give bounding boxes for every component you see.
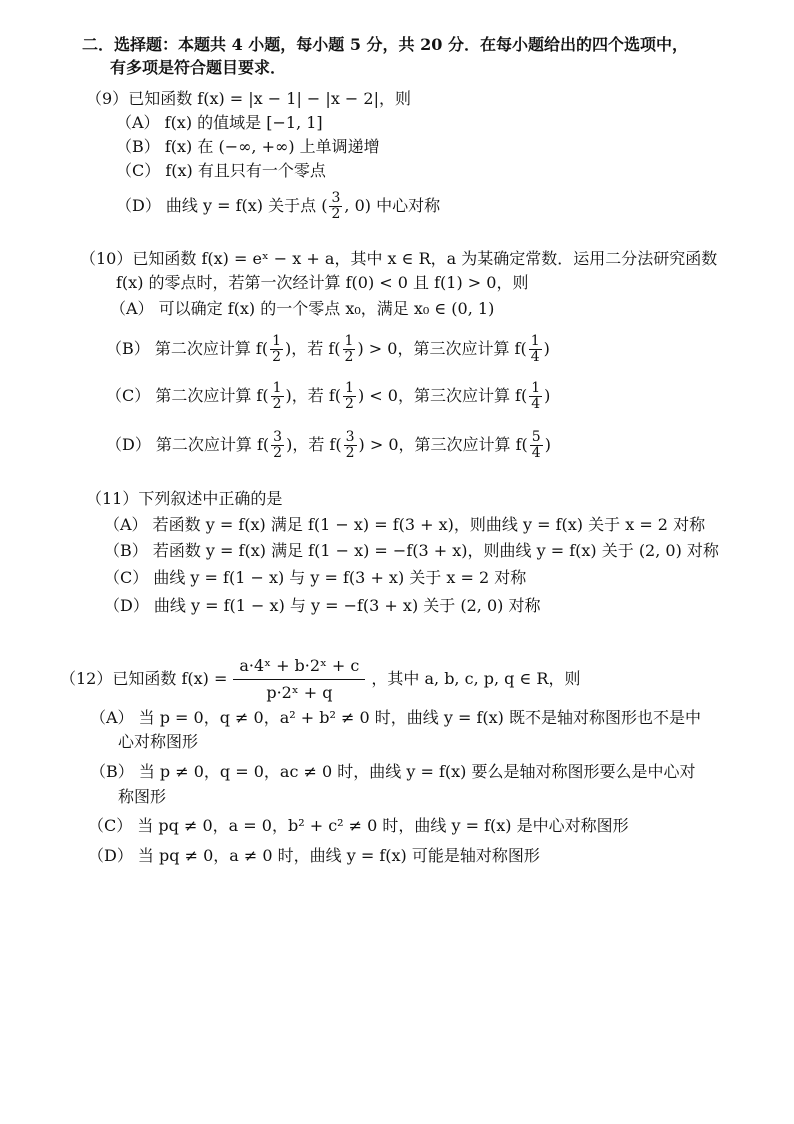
question-12-stem [60, 655, 580, 704]
q10-option-a: （A） 可以确定 f(x) 的一个零点 x₀，满足 x₀ ∈ (0, 1) [110, 299, 495, 318]
option-text: , 0) 中心对称 [344, 196, 441, 215]
fraction-denominator: 4 [531, 445, 541, 461]
q12-option-b: （B） 当 p ≠ 0，q = 0，ac ≠ 0 时，曲线 y = f(x) 要么是轴对称图形要么是中心对 [90, 762, 696, 781]
fraction-numerator: 3 [331, 190, 341, 206]
option-text: ) > 0，第三次应计算 f( [358, 435, 528, 454]
q12-option-c: （C） 当 pq ≠ 0，a = 0，b² + c² ≠ 0 时，曲线 y = f(x) 是中心对称图形 [88, 816, 629, 835]
question-text: 下列叙述中正确的是 [138, 489, 283, 508]
option-text: ) < 0，第三次应计算 f( [357, 386, 528, 405]
q12-option-a: （A） 当 p = 0，q ≠ 0，a² + b² ≠ 0 时，曲线 y = f(x) 既不是轴对称图形也不是中 [90, 708, 701, 727]
fraction-denominator: 2 [345, 396, 354, 412]
fraction-numerator: a·4ˣ + b·2ˣ + c [233, 655, 365, 680]
fraction-numerator: 5 [531, 429, 541, 445]
fraction [343, 334, 356, 365]
question-number: （11） [86, 489, 139, 508]
fraction-numerator: 1 [345, 380, 354, 396]
q12-option-a-continued: 心对称图形 [118, 732, 199, 751]
fraction [343, 381, 356, 412]
fraction [270, 334, 283, 365]
fraction-denominator: 2 [345, 445, 355, 461]
fraction-denominator: 2 [331, 206, 341, 222]
question-11-stem [86, 488, 282, 510]
question-10-stem [80, 248, 717, 270]
section-title: 二．选择题：本题共 4 小题，每小题 5 分，共 20 分．在每小题给出的四个选项中， [82, 35, 688, 54]
fraction [344, 430, 357, 461]
option-text: （B） 第二次应计算 f( [106, 339, 269, 358]
question-text: 已知函数 f(x) = eˣ − x + a，其中 x ∈ R，a 为某确定常数．运用二分法研究函数 [132, 249, 718, 268]
fraction-numerator: 1 [272, 333, 282, 349]
q9-option-d [116, 191, 440, 222]
function-fraction [233, 655, 365, 704]
q9-option-b: （B） f(x) 在 (−∞, +∞) 上单调递增 [116, 137, 380, 156]
fraction-denominator: 2 [273, 445, 283, 461]
q9-option-c: （C） f(x) 有且只有一个零点 [116, 161, 326, 180]
fraction [271, 430, 284, 461]
fraction-numerator: 1 [344, 333, 354, 349]
question-number: （10） [80, 249, 133, 268]
question-9-stem [86, 88, 411, 110]
q12-option-b-continued: 称图形 [118, 787, 167, 806]
fraction-denominator: 4 [530, 349, 540, 365]
option-text: )，若 f( [285, 339, 341, 358]
q11-option-a: （A） 若函数 y = f(x) 满足 f(1 − x) = f(3 + x)，则曲线 y = f(x) 关于 x = 2 对称 [104, 515, 706, 534]
option-text: （D） 曲线 y = f(x) 关于点 ( [116, 196, 328, 215]
option-text: ) [543, 339, 550, 358]
option-text: ) [544, 435, 551, 454]
question-text: 已知函数 f(x) = |x − 1| − |x − 2|，则 [128, 89, 411, 108]
fraction-numerator: 1 [531, 380, 541, 396]
fraction-denominator: 2 [344, 349, 354, 365]
q10-option-c [106, 381, 550, 412]
q11-option-d: （D） 曲线 y = f(1 − x) 与 y = −f(3 + x) 关于 (2, 0) 对称 [104, 596, 541, 615]
option-text: ) > 0，第三次应计算 f( [357, 339, 527, 358]
question-number: （12） [60, 669, 113, 688]
section-subtitle: 有多项是符合题目要求． [110, 58, 287, 77]
option-text: )，若 f( [286, 435, 342, 454]
fraction-numerator: 1 [272, 380, 282, 396]
fraction [529, 381, 542, 412]
q12-option-d: （D） 当 pq ≠ 0，a ≠ 0 时，曲线 y = f(x) 可能是轴对称图形 [88, 846, 540, 865]
fraction [530, 430, 543, 461]
q11-option-b: （B） 若函数 y = f(x) 满足 f(1 − x) = −f(3 + x)，则曲线 y = f(x) 关于 (2, 0) 对称 [104, 541, 719, 560]
q11-option-c: （C） 曲线 y = f(1 − x) 与 y = f(3 + x) 关于 x = 2 对称 [104, 568, 527, 587]
question-text: 已知函数 f(x) = [112, 669, 228, 688]
question-text: ，其中 a, b, c, p, q ∈ R，则 [371, 669, 581, 688]
fraction-denominator: p·2ˣ + q [266, 683, 333, 702]
fraction-numerator: 3 [273, 429, 283, 445]
q9-option-a: （A） f(x) 的值域是 [−1, 1] [116, 113, 323, 132]
option-text: （D） 第二次应计算 f( [106, 435, 270, 454]
option-text: )，若 f( [285, 386, 342, 405]
fraction-numerator: 1 [530, 333, 540, 349]
question-number: （9） [86, 89, 129, 108]
fraction-denominator: 2 [272, 396, 282, 412]
option-text: （C） 第二次应计算 f( [106, 386, 269, 405]
fraction [329, 191, 342, 222]
fraction [271, 381, 284, 412]
fraction-denominator: 4 [531, 396, 541, 412]
fraction-denominator: 2 [272, 349, 282, 365]
option-text: ) [544, 386, 551, 405]
q10-option-d [106, 430, 551, 461]
question-10-stem-continued: f(x) 的零点时，若第一次经计算 f(0) < 0 且 f(1) > 0，则 [116, 273, 529, 292]
fraction [529, 334, 542, 365]
q10-option-b [106, 334, 550, 365]
fraction-numerator: 3 [345, 429, 355, 445]
